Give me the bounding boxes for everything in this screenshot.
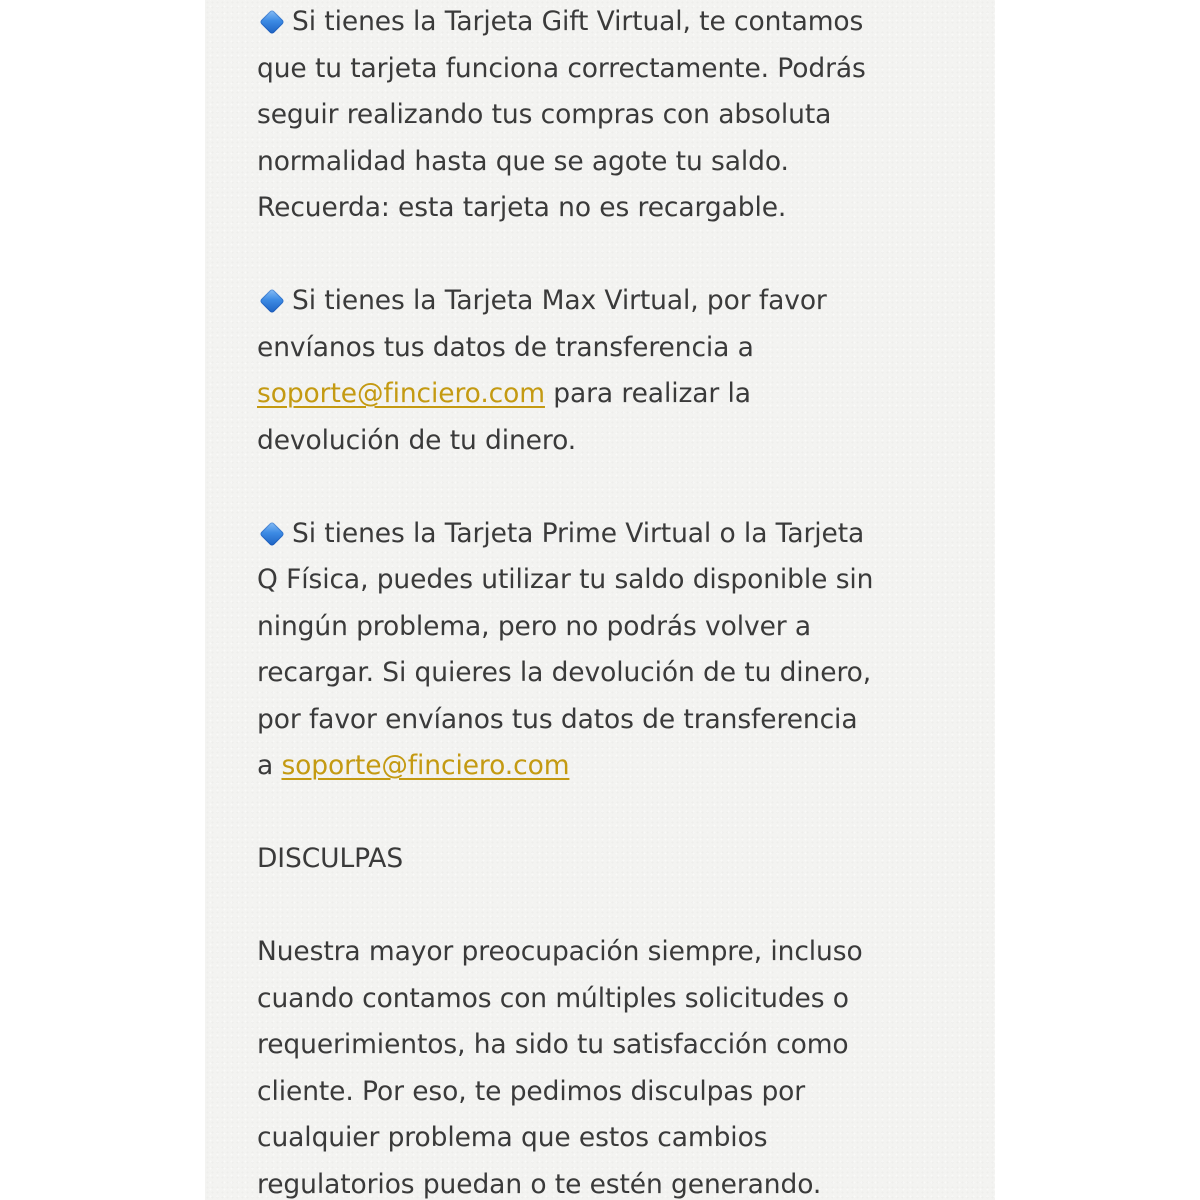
prime-line-2: Q Física, puedes utilizar tu saldo disponible sin — [257, 564, 874, 595]
max-line-3-rest: para realizar la — [544, 378, 751, 409]
document-body — [257, 0, 957, 1200]
apology-line-1: Nuestra mayor preocupación siempre, incluso — [257, 936, 863, 967]
prime-line-6-start: a — [257, 750, 282, 781]
max-line-1: Si tienes la Tarjeta Max Virtual, por favor — [292, 285, 827, 316]
apology-line-3: requerimientos, ha sido tu satisfacción como — [257, 1029, 849, 1060]
apology-line-6: regulatorios puedan o te estén generando. — [257, 1168, 822, 1200]
apology-line-4: cliente. Por eso, te pedimos disculpas por — [257, 1075, 806, 1107]
gift-line-1: Si tienes la Tarjeta Gift Virtual, te contamos — [292, 6, 864, 37]
paragraph-max-card — [257, 278, 957, 464]
prime-line-1: Si tienes la Tarjeta Prime Virtual o la Tarjeta — [292, 517, 865, 549]
document-page — [205, 0, 995, 1200]
apology-line-2: cuando contamos con múltiples solicitudes o — [257, 982, 849, 1014]
paragraph-prime-card — [257, 511, 957, 790]
prime-line-3: ningún problema, pero no podrás volver a — [257, 610, 812, 642]
support-email-link[interactable]: soporte@finciero.com — [281, 750, 570, 781]
gift-line-3: seguir realizando tus compras con absoluta — [257, 99, 832, 130]
support-email-link[interactable]: soporte@finciero.com — [257, 378, 545, 409]
max-line-2: envíanos tus datos de transferencia a — [257, 331, 754, 363]
prime-line-4: recargar. Si quieres la devolución de tu dinero, — [257, 657, 872, 688]
paragraph-gift-card — [257, 0, 957, 232]
small-blue-diamond-icon — [259, 521, 284, 546]
gift-line-2: que tu tarjeta funciona correctamente. Podrás — [257, 52, 866, 84]
prime-line-5: por favor envíanos tus datos de transferencia — [257, 703, 858, 735]
gift-line-4: normalidad hasta que se agote tu saldo. — [257, 145, 789, 177]
paragraph-apology — [257, 929, 957, 1200]
section-heading — [257, 836, 957, 883]
max-line-4: devolución de tu dinero. — [257, 424, 577, 456]
gift-line-5: Recuerda: esta tarjeta no es recargable. — [257, 192, 787, 223]
apology-line-5: cualquier problema que estos cambios — [257, 1122, 768, 1153]
small-blue-diamond-icon — [259, 9, 284, 34]
heading-disculpas: DISCULPAS — [257, 843, 404, 874]
small-blue-diamond-icon — [259, 288, 284, 313]
